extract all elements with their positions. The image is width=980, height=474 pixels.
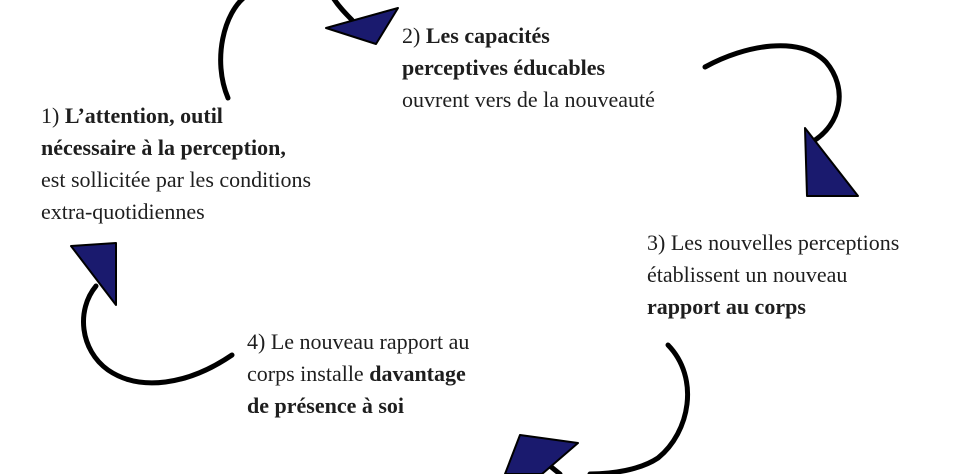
arrow-1-to-2-curve: [221, 0, 246, 98]
arrow-4-to-1-head: [71, 243, 116, 305]
arrow-1-to-2-curve-end: [332, 0, 352, 20]
arrow-3-to-4: [505, 345, 688, 474]
arrow-4-to-1-curve: [84, 286, 233, 383]
arrow-1-to-2-head: [326, 8, 398, 44]
step-3-line-2: établissent un nouveau: [647, 262, 848, 287]
step-1-line-1: 1) L’attention, outil: [41, 103, 223, 128]
step-1-line-2: nécessaire à la perception,: [41, 135, 286, 160]
step-2-line-3: ouvrent vers de la nouveauté: [402, 87, 655, 112]
arrow-3-to-4-curve: [590, 345, 688, 474]
step-1-text: [41, 100, 311, 228]
step-3-line-1: 3) Les nouvelles perceptions: [647, 230, 900, 255]
step-3-line-3: rapport au corps: [647, 294, 806, 319]
arrow-2-to-3-head: [805, 128, 858, 196]
step-3-text: [647, 227, 899, 323]
step-4-line-3: de présence à soi: [247, 393, 405, 418]
step-2-line-1: 2) Les capacités: [402, 23, 550, 48]
arrow-4-to-1: [71, 243, 232, 383]
step-4-line-1: 4) Le nouveau rapport au: [247, 329, 470, 354]
arrow-2-to-3-curve: [705, 46, 839, 142]
arrow-2-to-3: [705, 46, 858, 196]
arrow-1-to-2: [221, 0, 398, 98]
arrow-3-to-4-head: [505, 435, 578, 474]
step-4-line-2: corps installe davantage: [247, 361, 466, 386]
step-4-text: [247, 326, 469, 422]
step-1-line-3: est sollicitée par les conditions: [41, 167, 312, 192]
step-2-line-2: perceptives éducables: [402, 55, 606, 80]
step-1-line-4: extra-quotidiennes: [41, 199, 205, 224]
step-2-text: [402, 20, 655, 116]
